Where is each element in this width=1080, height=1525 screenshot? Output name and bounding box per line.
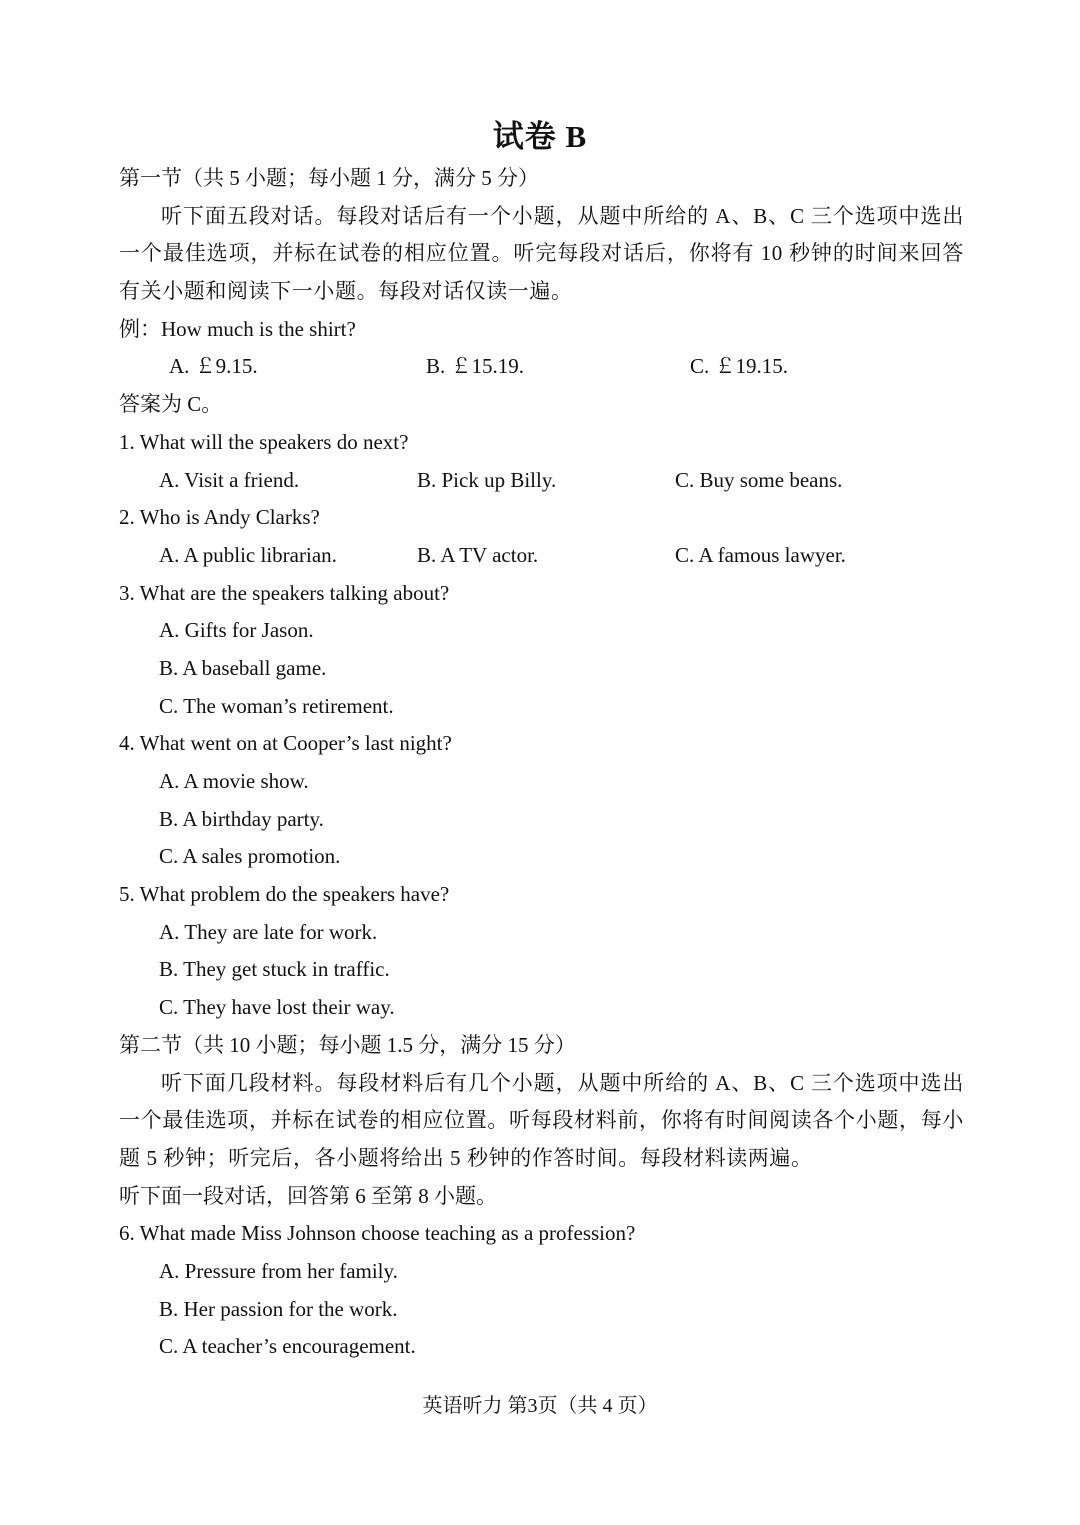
exam-content	[119, 160, 964, 1366]
option-c: C. A sales promotion.	[159, 844, 341, 869]
option-b: B. Her passion for the work.	[159, 1296, 398, 1321]
option-a: A. Visit a friend.	[159, 467, 300, 492]
option-a: A. Pressure from her family.	[159, 1259, 398, 1284]
question-1: 1. What will the speakers do next?	[119, 429, 409, 454]
example-option-a: A. ￡9.15.	[169, 354, 258, 379]
section2-heading: 第二节（共 10 小题；每小题 1.5 分，满分 15 分）	[119, 1032, 576, 1057]
option-b: B. Pick up Billy.	[417, 467, 557, 492]
page-footer: 英语听力 第3页（共 4 页）	[422, 1395, 658, 1417]
question-5: 5. What problem do the speakers have?	[119, 882, 450, 907]
option-c: C. A teacher’s encouragement.	[159, 1334, 416, 1359]
question-2: 2. Who is Andy Clarks?	[119, 505, 320, 530]
option-c: C. A famous lawyer.	[675, 542, 846, 567]
example-option-b: B. ￡15.19.	[426, 354, 525, 379]
option-a: A. They are late for work.	[159, 919, 378, 944]
option-b: B. They get stuck in traffic.	[159, 957, 390, 982]
option-a: A. A movie show.	[159, 769, 309, 794]
option-b: B. A TV actor.	[417, 542, 539, 567]
question-1-options	[119, 462, 964, 500]
example-answer: 答案为 C。	[119, 392, 223, 417]
example-option-c: C. ￡19.15.	[690, 354, 789, 379]
section2-sub-instruction: 听下面一段对话，回答第 6 至第 8 小题。	[119, 1183, 497, 1208]
question-2-options	[119, 537, 964, 575]
option-c: C. They have lost their way.	[159, 995, 395, 1020]
option-a: A. A public librarian.	[159, 542, 337, 567]
page-title: 试卷 B	[492, 119, 588, 154]
option-b: B. A baseball game.	[159, 655, 327, 680]
section1-instructions: 听下面五段对话。每段对话后有一个小题，从题中所给的 A、B、C 三个选项中选出一个最佳选项，并标在试卷的相应位置。听完每段对话后，你将有 10 秒钟的时间来回答有关小题和阅读下一小题。每段对话仅读一遍。	[119, 203, 964, 304]
example-options	[119, 348, 964, 386]
section1-heading: 第一节（共 5 小题；每小题 1 分，满分 5 分）	[119, 166, 539, 190]
option-c: C. Buy some beans.	[675, 467, 843, 492]
question-3: 3. What are the speakers talking about?	[119, 580, 450, 605]
option-b: B. A birthday party.	[159, 806, 324, 831]
option-a: A. Gifts for Jason.	[159, 618, 314, 643]
option-c: C. The woman’s retirement.	[159, 693, 394, 718]
question-4: 4. What went on at Cooper’s last night?	[119, 731, 452, 756]
question-6: 6. What made Miss Johnson choose teaching as a profession?	[119, 1221, 636, 1246]
section2-instructions: 听下面几段材料。每段材料后有几个小题，从题中所给的 A、B、C 三个选项中选出一个最佳选项，并标在试卷的相应位置。听每段材料前，你将有时间阅读各个小题，每小题 5 秒钟；听完后，各小题将给出 5 秒钟的作答时间。每段材料读两遍。	[119, 1070, 964, 1170]
example-question: 例：How much is the shirt?	[119, 316, 356, 341]
